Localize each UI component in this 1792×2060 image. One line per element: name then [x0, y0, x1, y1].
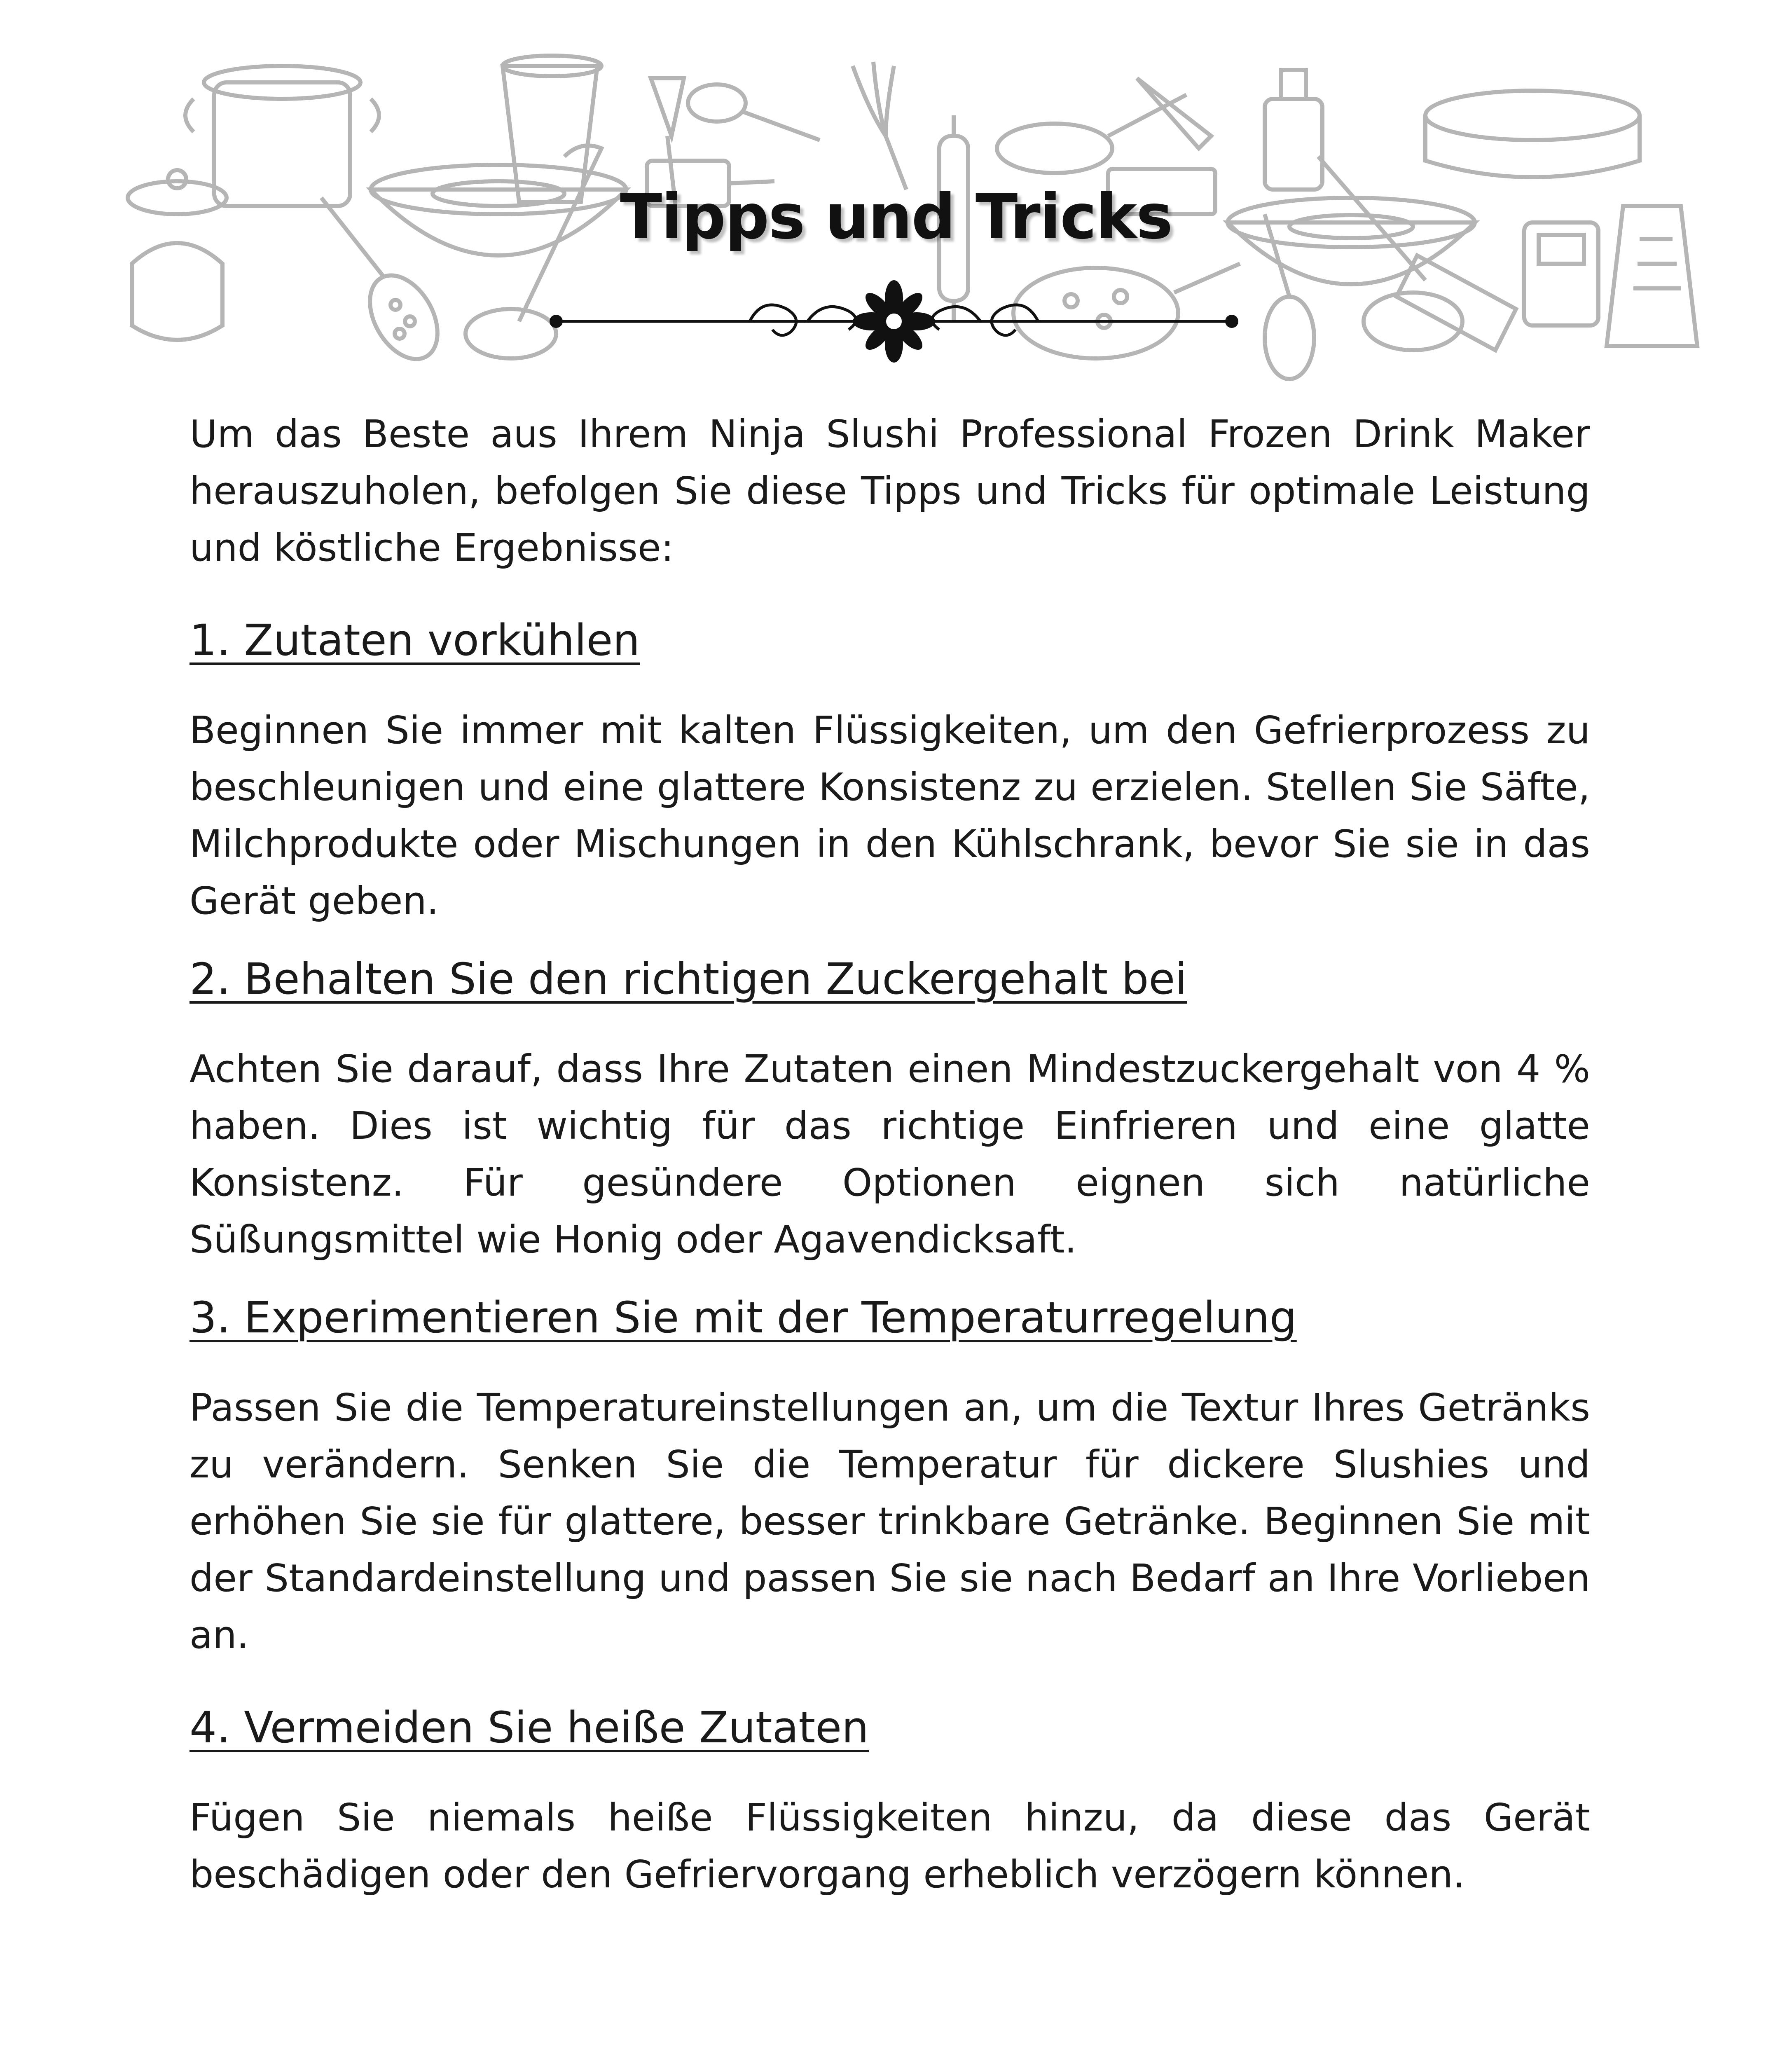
section-heading-4: 4. Vermeiden Sie heiße Zutaten — [189, 1702, 869, 1753]
section-body-2: Achten Sie darauf, dass Ihre Zutaten einen Mindestzuckergehalt von 4 % haben. Dies ist wichtig für das richtige Einfrieren und eine glatte Konsistenz. Für gesündere Optionen eignen sich natürliche Süßungsmittel wie Honig oder Agavendicksaft. — [189, 1047, 1590, 1262]
flourish-flower-divider-icon — [544, 280, 1244, 363]
section-body-3: Passen Sie die Temperatureinstellungen an, um die Textur Ihres Getränks zu verändern. Senken Sie die Temperatur für dickere Slushies und erhöhen Sie sie für glattere, besser trinkbare Getränke. Beginnen Sie mit der Standardeinstellung und passen Sie sie nach Bedarf an Ihre Vorlieben an. — [189, 1386, 1590, 1657]
cake-ring-icon — [1425, 91, 1640, 177]
page-title: Tipps und Tricks — [620, 181, 1172, 253]
section-body-4: Fügen Sie niemals heiße Flüssigkeiten hinzu, da diese das Gerät beschädigen oder den Gefriervorgang erheblich verzögern können. — [189, 1795, 1590, 1896]
frying-pan-icon — [997, 95, 1186, 173]
section-body-1: Beginnen Sie immer mit kalten Flüssigkeiten, um den Gefrierprozess zu beschleunigen und eine glattere Konsistenz zu erzielen. Stellen Sie Säfte, Milchprodukte oder Mischungen in den Kühlschrank, bevor Sie sie in das Gerät geben. — [189, 708, 1590, 923]
intro-paragraph: Um das Beste aus Ihrem Ninja Slushi Professional Frozen Drink Maker herauszuholen, befolgen Sie diese Tipps und Tricks für optimale Leistung und köstliche Ergebnisse: — [189, 412, 1590, 570]
section-heading-1: 1. Zutaten vorkühlen — [189, 615, 640, 665]
section-heading-3: 3. Experimentieren Sie mit der Temperaturregelung — [189, 1292, 1297, 1343]
section-heading-2: 2. Behalten Sie den richtigen Zuckergehalt bei — [189, 954, 1187, 1004]
bottle-icon — [1265, 70, 1322, 190]
tips-content — [189, 406, 1590, 1903]
whisk-icon — [853, 62, 906, 190]
spoon-icon — [688, 84, 820, 140]
